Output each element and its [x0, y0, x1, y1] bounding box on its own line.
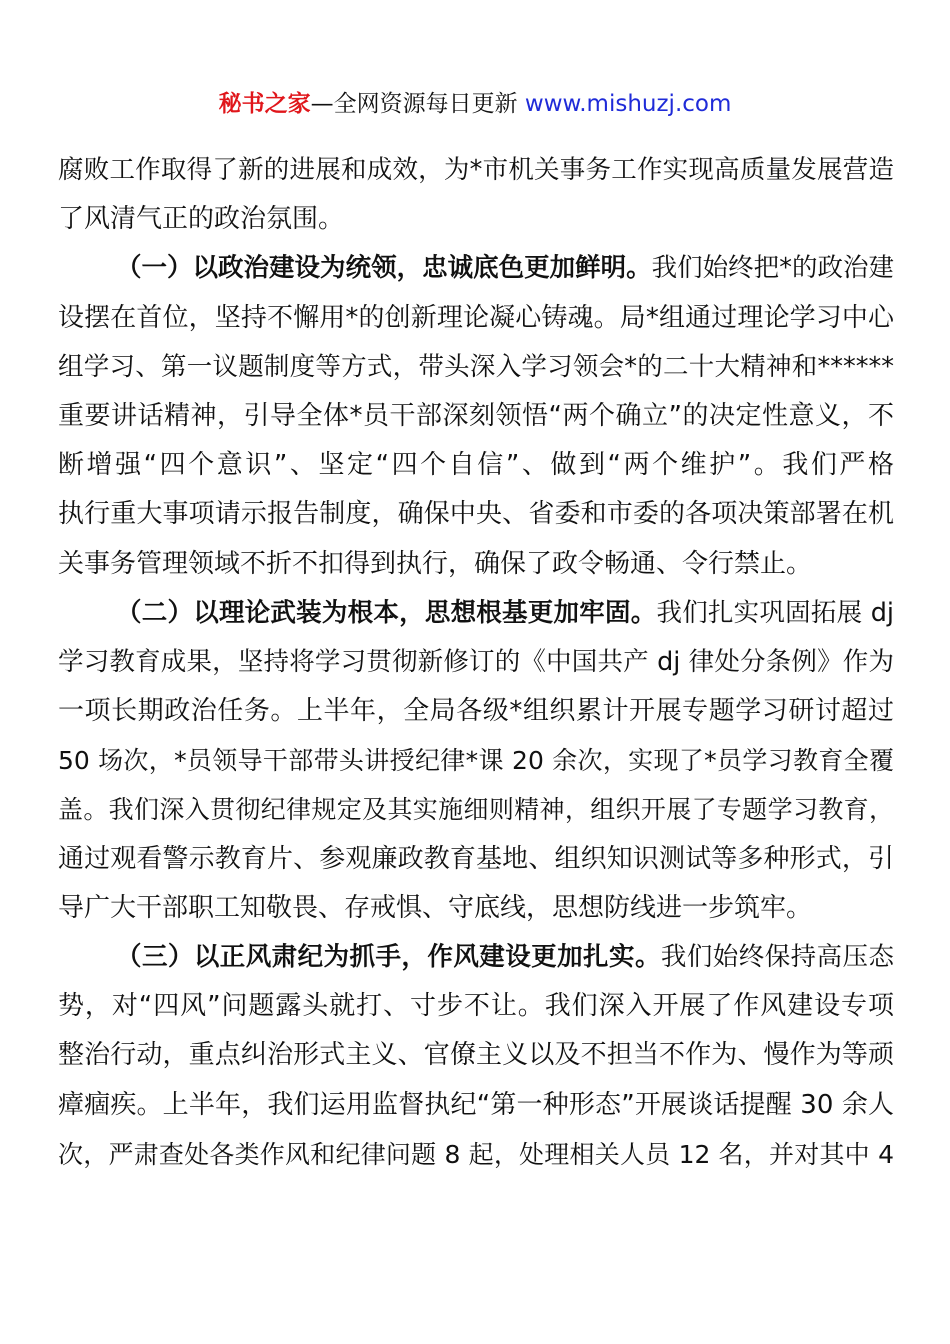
section-heading: （一）以政治建设为统领，忠诚底色更加鲜明。 [116, 253, 652, 284]
section-heading-line: （二）以理论武装为根本，思想根基更加牢固。我们扎实巩固拓展 dj [116, 597, 894, 628]
site-url-link[interactable]: www.mishuzj.com [524, 91, 732, 117]
text-line: 势，对“四风”问题露头就打、寸步不让。我们深入开展了作风建设专项 [58, 991, 894, 1022]
section-heading: （三）以正风肃纪为抓手，作风建设更加扎实。 [116, 942, 661, 972]
section-heading-line: （三）以正风肃纪为抓手，作风建设更加扎实。我们始终保持高压态 [116, 942, 894, 972]
text-line: 50 场次，*员领导干部带头讲授纪律*课 20 余次，实现了*员学习教育全覆 [58, 746, 894, 776]
section-heading: （二）以理论武装为根本，思想根基更加牢固。 [116, 597, 657, 628]
text-line: 关事务管理领域不折不扣得到执行，确保了政令畅通、令行禁止。 [58, 548, 813, 579]
text-line: 执行重大事项请示报告制度，确保中央、省委和市委的各项决策部署在机 [58, 499, 894, 530]
text-line: 学习教育成果，坚持将学习贯彻新修订的《中国共产 dj 律处分条例》作为 [58, 646, 894, 677]
text-line: 重要讲话精神，引导全体*员干部深刻领悟“两个确立”的决定性意义，不 [58, 400, 894, 431]
text-line: 组学习、第一议题制度等方式，带头深入学习领会*的二十大精神和****** [58, 351, 894, 382]
text-line: 次，严肃查处各类作风和纪律问题 8 起，处理相关人员 12 名，并对其中 4 [58, 1139, 894, 1169]
text-line: 整治行动，重点纠治形式主义、官僚主义以及不担当不作为、慢作为等顽 [58, 1040, 894, 1071]
document-body [58, 146, 894, 1179]
site-tagline: —全网资源每日更新 [310, 91, 525, 117]
text-line: 断增强“四个意识”、坚定“四个自信”、做到“两个维护”。我们严格 [58, 450, 894, 481]
text-line: 腐败工作取得了新的进展和成效，为*市机关事务工作实现高质量发展营造 [58, 155, 894, 185]
text-line: 了风清气正的政治氛围。 [58, 204, 345, 235]
text-line: 盖。我们深入贯彻纪律规定及其实施细则精神，组织开展了专题学习教育， [58, 795, 894, 825]
site-header [0, 86, 950, 122]
text-line: 导广大干部职工知敬畏、存戒惧、守底线，思想防线进一步筑牢。 [58, 892, 813, 923]
text-line: 设摆在首位，坚持不懈用*的创新理论凝心铸魂。局*组通过理论学习中心 [58, 302, 894, 333]
text-line: 一项长期政治任务。上半年，全局各级*组织累计开展专题学习研讨超过 [58, 696, 894, 727]
section-heading-line: （一）以政治建设为统领，忠诚底色更加鲜明。我们始终把*的政治建 [116, 253, 894, 284]
site-brand: 秘书之家 [218, 91, 311, 117]
text-line: 通过观看警示教育片、参观廉政教育基地、组织知识测试等多种形式，引 [58, 843, 894, 874]
text-line: 瘴痼疾。上半年，我们运用监督执纪“第一种形态”开展谈话提醒 30 余人 [58, 1089, 894, 1120]
